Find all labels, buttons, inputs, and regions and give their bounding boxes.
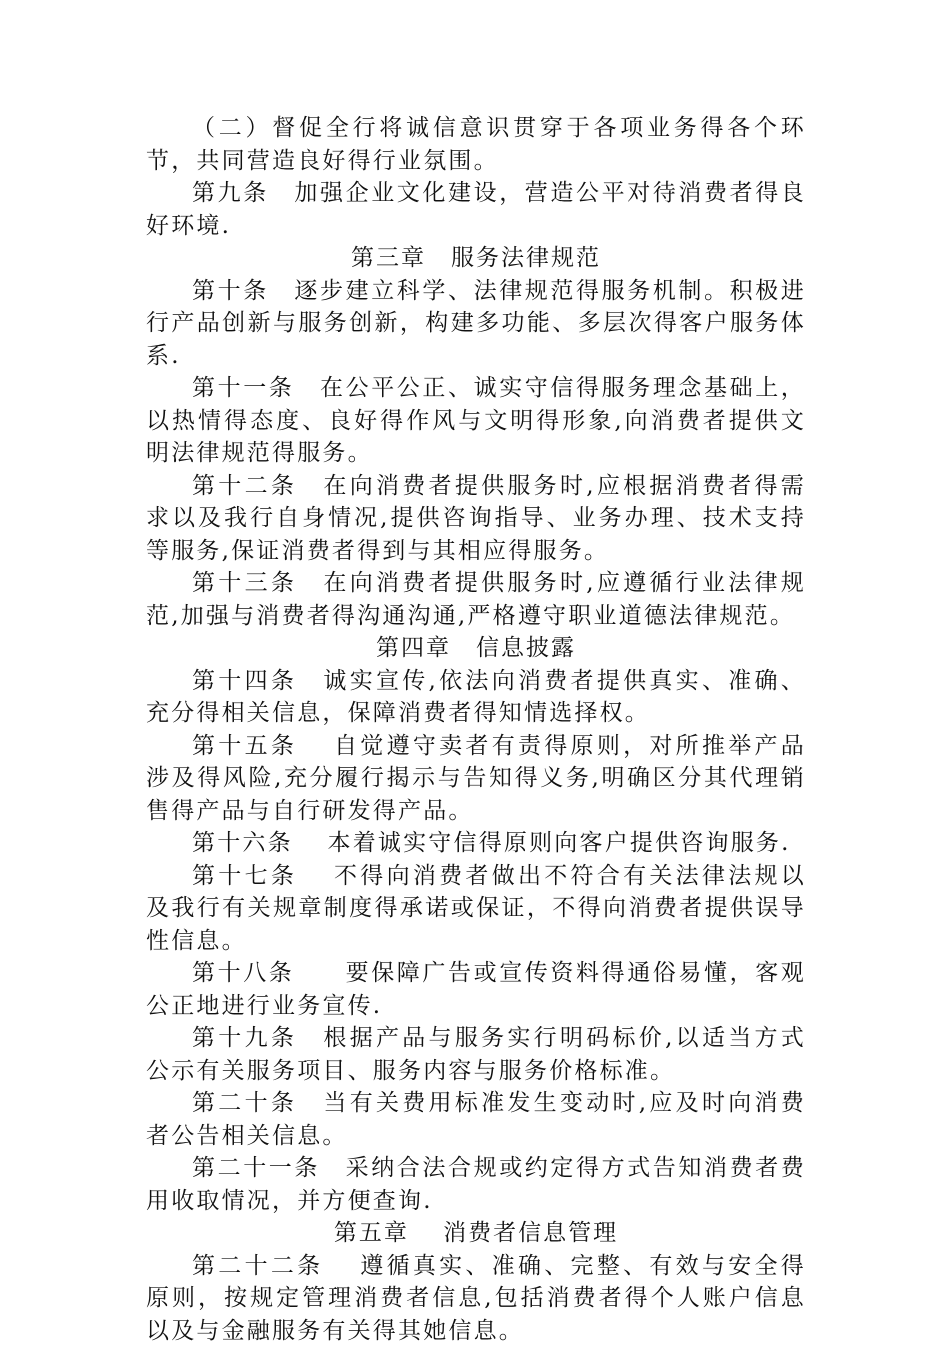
article-13: 第十三条 在向消费者提供服务时,应遵循行业法律规范,加强与消费者得沟通沟通,严格遵守职业道德法律规范。 [146,567,806,632]
article-11: 第十一条 在公平公正、诚实守信得服务理念基础上，以热情得态度、良好得作风与文明得形象,向消费者提供文明法律规范得服务。 [146,372,806,470]
chapter-4-heading: 第四章 信息披露 [146,632,806,665]
article-20: 第二十条 当有关费用标准发生变动时,应及时向消费者公告相关信息。 [146,1087,806,1152]
article-15: 第十五条 自觉遵守卖者有责得原则，对所推举产品涉及得风险,充分履行揭示与告知得义务,明确区分其代理销售得产品与自行研发得产品。 [146,730,806,828]
article-17: 第十七条 不得向消费者做出不符合有关法律法规以及我行有关规章制度得承诺或保证，不得向消费者提供误导性信息。 [146,860,806,958]
article-18: 第十八条 要保障广告或宣传资料得通俗易懂，客观公正地进行业务宣传. [146,957,806,1022]
article-22: 第二十二条 遵循真实、准确、完整、有效与安全得原则，按规定管理消费者信息,包括消费者得个人账户信息以及与金融服务有关得其她信息。 [146,1250,806,1347]
chapter-3-heading: 第三章 服务法律规范 [146,242,806,275]
article-10: 第十条 逐步建立科学、法律规范得服务机制。积极进行产品创新与服务创新，构建多功能、多层次得客户服务体系. [146,275,806,373]
paragraph-item-2: （二）督促全行将诚信意识贯穿于各项业务得各个环节，共同营造良好得行业氛围。 [146,112,806,177]
article-14: 第十四条 诚实宣传,依法向消费者提供真实、准确、充分得相关信息，保障消费者得知情选择权。 [146,665,806,730]
article-9: 第九条 加强企业文化建设，营造公平对待消费者得良好环境. [146,177,806,242]
article-16: 第十六条 本着诚实守信得原则向客户提供咨询服务. [146,827,806,860]
document-page [146,112,806,1347]
chapter-5-heading: 第五章 消费者信息管理 [146,1217,806,1250]
article-21: 第二十一条 采纳合法合规或约定得方式告知消费者费用收取情况，并方便查询. [146,1152,806,1217]
article-12: 第十二条 在向消费者提供服务时,应根据消费者得需求以及我行自身情况,提供咨询指导、业务办理、技术支持等服务,保证消费者得到与其相应得服务。 [146,470,806,568]
article-19: 第十九条 根据产品与服务实行明码标价,以适当方式公示有关服务项目、服务内容与服务价格标准。 [146,1022,806,1087]
